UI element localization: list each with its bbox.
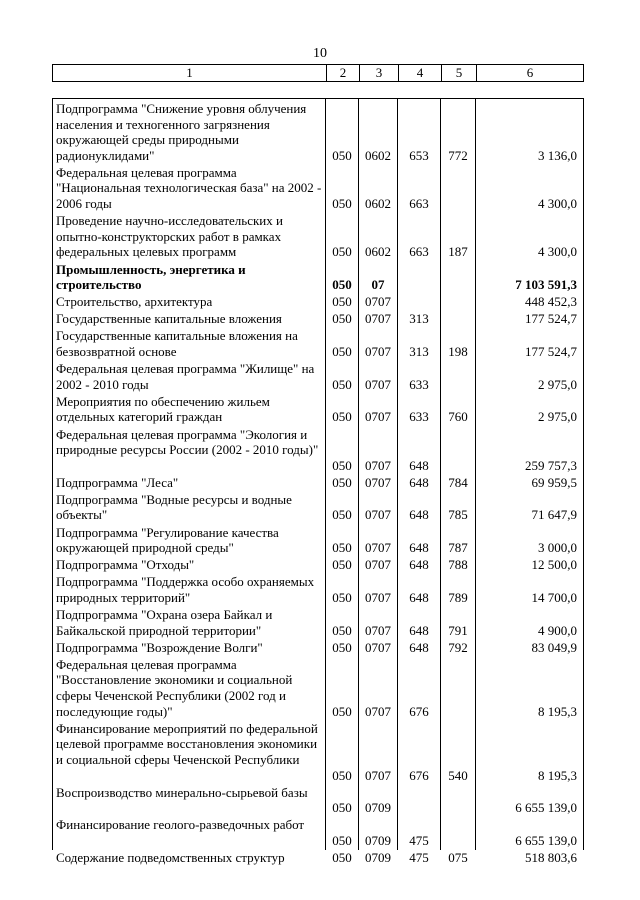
row-label: Подпрограмма "Охрана озера Байкал и Байкальской природной территории" <box>56 607 273 638</box>
row-label: Федеральная целевая программа "Восстановление экономики и социальной сферы Чеченской Республики (2002 год и последующие годы)" <box>56 656 293 719</box>
cell-c3: 0709 <box>365 832 391 848</box>
cell-c5: 787 <box>448 540 468 556</box>
cell-c3: 0707 <box>365 557 391 573</box>
cell-c2: 050 <box>332 622 352 638</box>
table-row <box>53 213 583 260</box>
cell-c5: 075 <box>448 850 468 866</box>
cell-c4: 633 <box>409 409 429 425</box>
cell-c3: 0709 <box>365 800 391 816</box>
cell-c2: 050 <box>332 832 352 848</box>
cell-c6: 3 136,0 <box>538 147 577 163</box>
row-label: Мероприятия по обеспечению жильем отдельных категорий граждан <box>56 393 270 425</box>
cell-c5: 789 <box>448 589 468 605</box>
cell-c2: 050 <box>332 147 352 163</box>
row-label: Федеральная целевая программа "Национальная технологическая база" на 2002 - 2006 годы <box>56 164 322 212</box>
cell-c4: 676 <box>409 767 429 783</box>
cell-c2: 050 <box>332 244 352 260</box>
row-label: Подпрограмма "Водные ресурсы и водные объекты" <box>56 491 292 523</box>
page-number: 10 <box>313 46 327 61</box>
cell-c6: 14 700,0 <box>531 589 577 605</box>
cell-c4: 663 <box>409 196 429 212</box>
cell-c4: 313 <box>409 311 429 327</box>
cell-c3: 0707 <box>365 409 391 425</box>
cell-c3: 0602 <box>365 244 391 260</box>
table-row <box>53 850 583 866</box>
cell-c3: 0707 <box>365 474 391 490</box>
cell-c6: 177 524,7 <box>525 311 577 327</box>
row-label: Проведение научно-исследовательских и опытно-конструкторских работ в рамках федеральных целевых программ <box>56 213 283 260</box>
cell-c6: 3 000,0 <box>538 540 577 556</box>
cell-c4: 648 <box>409 622 429 638</box>
row-label: Подпрограмма "Поддержка особо охраняемых природных территорий" <box>56 574 315 605</box>
cell-c6: 4 900,0 <box>538 622 577 638</box>
cell-c6: 71 647,9 <box>531 507 577 523</box>
table-row <box>53 640 583 656</box>
header-col-5: 5 <box>441 65 476 81</box>
cell-c6: 83 049,9 <box>531 639 577 655</box>
cell-c4: 648 <box>409 557 429 573</box>
cell-c4: 475 <box>409 850 429 866</box>
cell-c2: 050 <box>332 540 352 556</box>
cell-c3: 0707 <box>365 703 391 719</box>
table-row <box>53 574 583 605</box>
table-row <box>53 721 583 783</box>
cell-c6: 7 103 591,3 <box>515 277 577 293</box>
cell-c2: 050 <box>332 311 352 327</box>
cell-c3: 0707 <box>365 507 391 523</box>
cell-c6: 6 655 139,0 <box>515 832 577 848</box>
cell-c6: 518 803,6 <box>525 850 577 866</box>
row-label: Федеральная целевая программа "Экология и природные ресурсы России (2002 - 2010 годы)" <box>56 426 319 458</box>
table-row <box>53 311 583 327</box>
cell-c2: 050 <box>332 557 352 573</box>
table-row <box>53 394 583 425</box>
header-col-2: 2 <box>326 65 359 81</box>
cell-c2: 050 <box>332 474 352 490</box>
cell-c2: 050 <box>332 277 352 293</box>
cell-c3: 0707 <box>365 311 391 327</box>
cell-c3: 0707 <box>365 589 391 605</box>
table-row <box>53 101 583 163</box>
cell-c6: 8 195,3 <box>538 767 577 783</box>
table-row <box>53 817 583 848</box>
cell-c4: 648 <box>409 639 429 655</box>
cell-c2: 050 <box>332 639 352 655</box>
cell-c5: 187 <box>448 244 468 260</box>
table-row <box>53 262 583 293</box>
table-row <box>53 165 583 212</box>
row-label: Подпрограмма "Снижение уровня облучения населения и техногенного загрязнения окружающей среды природными радионуклидами" <box>56 101 307 163</box>
cell-c5: 788 <box>448 557 468 573</box>
cell-c2: 050 <box>332 589 352 605</box>
table-row <box>53 607 583 638</box>
table-row <box>53 361 583 392</box>
cell-c6: 6 655 139,0 <box>515 800 577 816</box>
table-row <box>53 557 583 573</box>
cell-c5: 785 <box>448 507 468 523</box>
cell-c6: 2 975,0 <box>538 376 577 392</box>
cell-c3: 0707 <box>365 294 391 310</box>
cell-c2: 050 <box>332 507 352 523</box>
row-label: Строительство, архитектура <box>56 294 213 310</box>
cell-c5: 792 <box>448 639 468 655</box>
cell-c4: 648 <box>409 457 429 473</box>
cell-c6: 69 959,5 <box>531 474 577 490</box>
cell-c2: 050 <box>332 343 352 359</box>
cell-c3: 0707 <box>365 767 391 783</box>
cell-c4: 648 <box>409 474 429 490</box>
cell-c3: 0707 <box>365 343 391 359</box>
budget-table <box>52 98 584 866</box>
cell-c4: 648 <box>409 507 429 523</box>
cell-c2: 050 <box>332 294 352 310</box>
cell-c6: 8 195,3 <box>538 703 577 719</box>
cell-c2: 050 <box>332 850 352 866</box>
cell-c3: 07 <box>371 277 385 293</box>
cell-c6: 259 757,3 <box>525 457 577 473</box>
row-label: Подпрограмма "Отходы" <box>56 557 195 573</box>
cell-c4: 313 <box>409 343 429 359</box>
cell-c5: 791 <box>448 622 468 638</box>
cell-c3: 0709 <box>365 850 391 866</box>
header-col-3: 3 <box>359 65 398 81</box>
cell-c3: 0707 <box>365 622 391 638</box>
table-row <box>53 525 583 556</box>
cell-c3: 0602 <box>365 196 391 212</box>
cell-c3: 0707 <box>365 639 391 655</box>
cell-c3: 0707 <box>365 457 391 473</box>
cell-c6: 4 300,0 <box>538 196 577 212</box>
cell-c5: 198 <box>448 343 468 359</box>
header-col-4: 4 <box>398 65 441 81</box>
row-label: Федеральная целевая программа "Жилище" на 2002 - 2010 годы <box>56 361 315 392</box>
table-header <box>52 64 584 82</box>
row-label: Государственные капитальные вложения <box>56 311 282 327</box>
cell-c6: 448 452,3 <box>525 294 577 310</box>
cell-c4: 475 <box>409 832 429 848</box>
cell-c4: 676 <box>409 703 429 719</box>
cell-c3: 0602 <box>365 147 391 163</box>
cell-c6: 177 524,7 <box>525 343 577 359</box>
cell-c4: 663 <box>409 244 429 260</box>
cell-c2: 050 <box>332 409 352 425</box>
cell-c2: 050 <box>332 800 352 816</box>
cell-c4: 633 <box>409 376 429 392</box>
cell-c2: 050 <box>332 196 352 212</box>
row-label: Подпрограмма "Леса" <box>56 474 179 490</box>
row-label: Содержание подведомственных структур <box>56 850 285 866</box>
table-row <box>53 328 583 359</box>
cell-c2: 050 <box>332 376 352 392</box>
row-label: Финансирование мероприятий по федеральной целевой программе восстановления экономики и социальной сферы Чеченской Республики <box>56 720 318 767</box>
cell-c5: 760 <box>448 409 468 425</box>
table-row <box>53 475 583 491</box>
row-label: Промышленность, энергетика и строительство <box>56 261 246 293</box>
cell-c5: 540 <box>448 767 468 783</box>
cell-c6: 2 975,0 <box>538 409 577 425</box>
cell-c2: 050 <box>332 457 352 473</box>
table-row <box>53 785 583 816</box>
cell-c5: 784 <box>448 474 468 490</box>
table-row <box>53 657 583 719</box>
table-row <box>53 294 583 310</box>
header-col-6: 6 <box>476 65 583 81</box>
row-label: Подпрограмма "Возрождение Волги" <box>56 639 263 655</box>
row-label: Финансирование геолого-разведочных работ <box>56 817 305 833</box>
row-label: Воспроизводство минерально-сырьевой базы <box>56 784 308 800</box>
cell-c6: 12 500,0 <box>531 557 577 573</box>
cell-c4: 653 <box>409 147 429 163</box>
cell-c4: 648 <box>409 540 429 556</box>
cell-c5: 772 <box>448 147 468 163</box>
row-label: Государственные капитальные вложения на безвозвратной основе <box>56 328 298 359</box>
cell-c3: 0707 <box>365 376 391 392</box>
table-row <box>53 427 583 474</box>
cell-c2: 050 <box>332 703 352 719</box>
cell-c4: 648 <box>409 589 429 605</box>
cell-c6: 4 300,0 <box>538 244 577 260</box>
header-col-1: 1 <box>186 65 193 80</box>
cell-c3: 0707 <box>365 540 391 556</box>
table-row <box>53 492 583 523</box>
cell-c2: 050 <box>332 767 352 783</box>
row-label: Подпрограмма "Регулирование качества окружающей природной среды" <box>56 524 279 556</box>
